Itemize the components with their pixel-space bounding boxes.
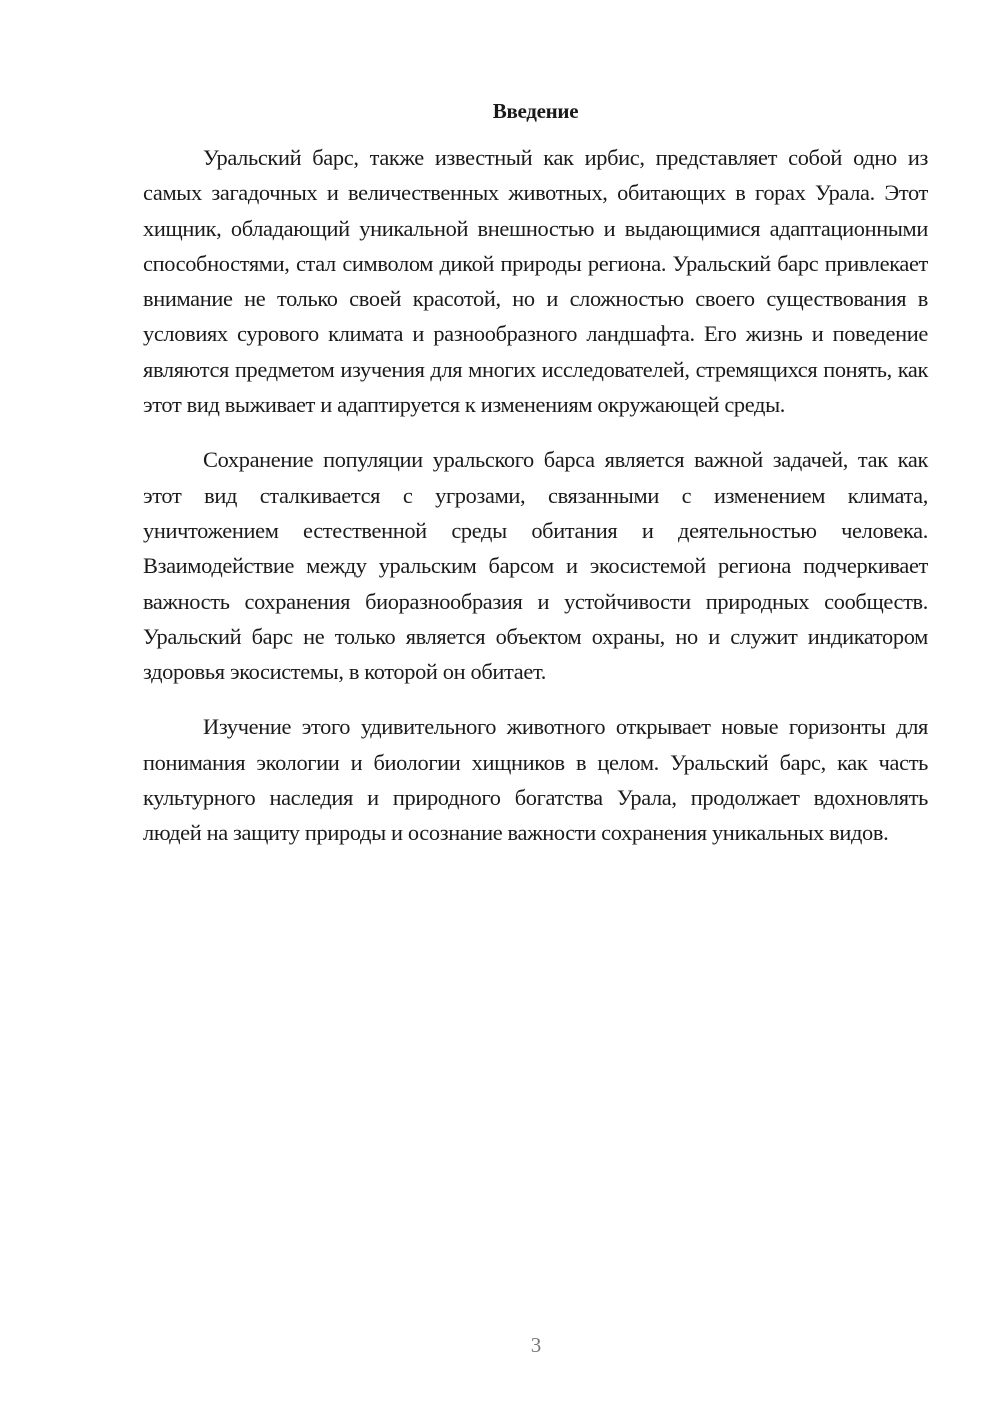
- paragraph-3: Изучение этого удивительного животного открывает новые горизонты для понимания экологии и биологии хищников в целом. Уральский барс, как часть культурного наследия и природного богатства Урала, продолжает вдохновлять людей на защиту природы и осознание важности сохранения уникальных видов.: [143, 714, 928, 846]
- section-title: Введение: [492, 99, 579, 123]
- page-content: [143, 96, 928, 871]
- paragraph-1: Уральский барс, также известный как ирбис, представляет собой одно из самых загадочных и величественных животных, обитающих в горах Урала. Этот хищник, обладающий уникальной внешностью и выдающимися адаптационными способностями, стал символом дикой природы региона. Уральский барс привлекает внимание не только своей красотой, но и сложностью своего существования в условиях сурового климата и разнообразного ландшафта. Его жизнь и поведение являются предметом изучения для многих исследователей, стремящихся понять, как этот вид выживает и адаптируется к изменениям окружающей среды.: [143, 145, 928, 418]
- page-number: 3: [530, 1333, 542, 1357]
- paragraph-2: Сохранение популяции уральского барса является важной задачей, так как этот вид сталкивается с угрозами, связанными с изменением климата, уничтожением естественной среды обитания и деятельностью человека. Взаимодействие между уральским барсом и экосистемой региона подчеркивает важность сохранения биоразнообразия и устойчивости природных сообществ. Уральский барс не только является объектом охраны, но и служит индикатором здоровья экосистемы, в которой он обитает.: [143, 447, 928, 685]
